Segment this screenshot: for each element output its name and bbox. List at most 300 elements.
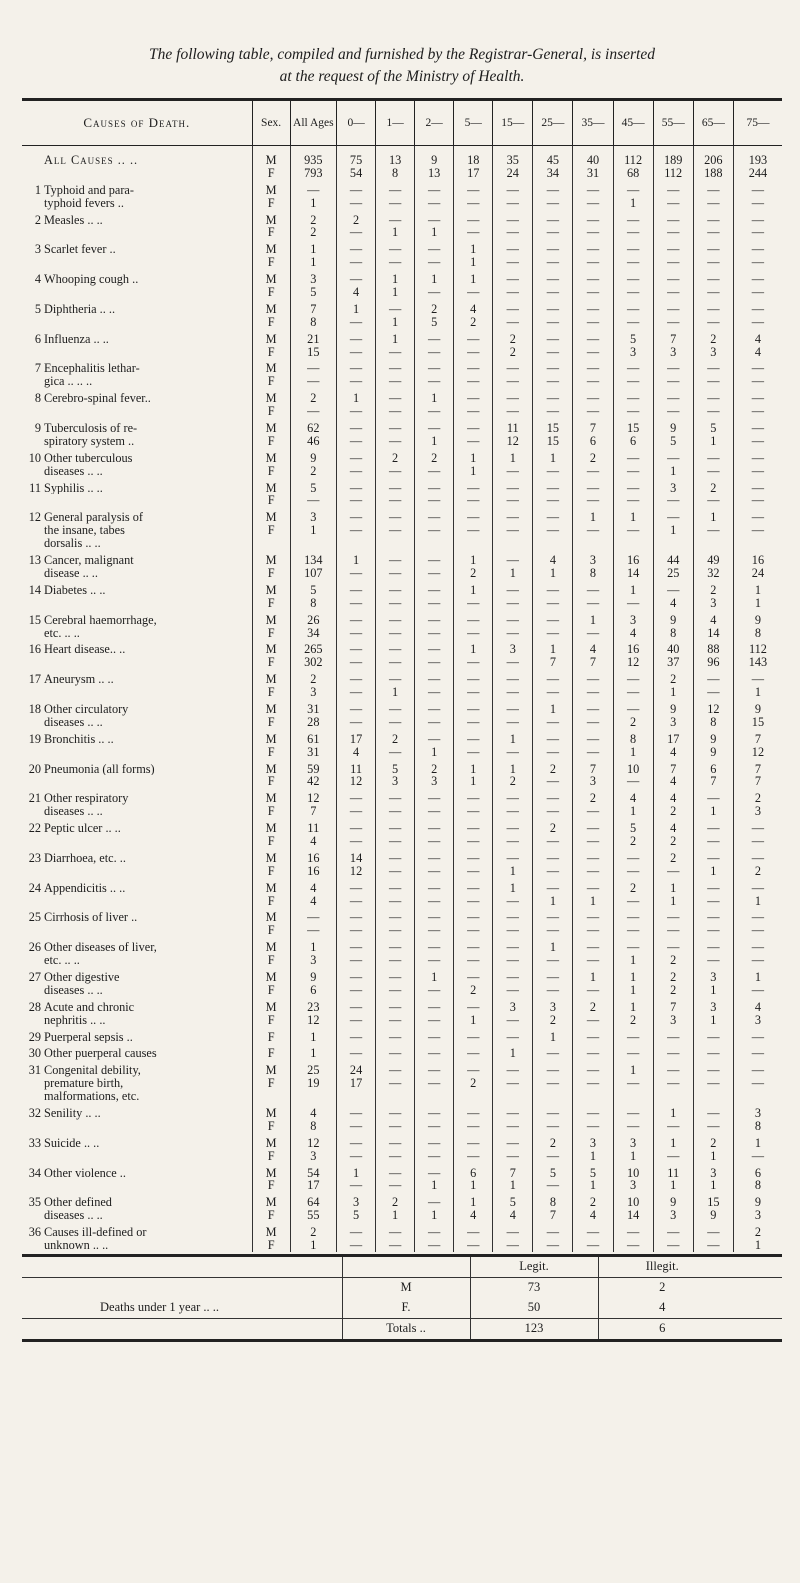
count-cell: 265 302 (290, 639, 336, 669)
count-cell: 1 1 (376, 269, 415, 299)
sex-cell: M F (252, 907, 290, 937)
cause-label: disease .. .. (44, 566, 98, 580)
count-cell: 7 1 (493, 1163, 533, 1193)
count-cell: 1 — (337, 388, 376, 418)
count-cell: — — (613, 907, 653, 937)
count-cell: 13 8 (376, 146, 415, 180)
infant-sex-f: F. (342, 1298, 470, 1319)
sex-cell: M F (252, 180, 290, 210)
count-cell: — — (533, 610, 573, 640)
count-cell: 1 — (573, 967, 613, 997)
sex-cell: M F (252, 848, 290, 878)
count-cell: — — (337, 967, 376, 997)
cause-name (22, 729, 252, 759)
count-cell: — — (376, 358, 415, 388)
count-cell: 1 — (693, 507, 733, 550)
count-cell: — (613, 1043, 653, 1060)
cause-label: diseases .. .. (44, 464, 103, 478)
count-cell: 7 3 (653, 997, 693, 1027)
cause-label: Suicide .. .. (44, 1136, 100, 1150)
count-cell: 54 17 (290, 1163, 336, 1193)
count-cell: — — (415, 907, 454, 937)
count-cell: 1 — (337, 1163, 376, 1193)
count-cell: 3 1 (693, 997, 733, 1027)
cause-number: 19 (28, 732, 41, 746)
count-cell: — — (733, 180, 782, 210)
count-cell: — — (573, 358, 613, 388)
count-cell: — — (493, 388, 533, 418)
table-row (22, 180, 782, 210)
count-cell: — 2 (454, 1060, 493, 1103)
count-cell: — — (693, 1060, 733, 1103)
count-cell: — — (415, 580, 454, 610)
count-cell: 3 4 (613, 610, 653, 640)
cause-label: All Causes .. .. (44, 154, 139, 167)
count-cell: 45 34 (533, 146, 573, 180)
count-cell: — — (693, 818, 733, 848)
cause-label: gica .. .. .. (44, 375, 93, 389)
count-cell: — 1 (613, 180, 653, 210)
count-cell: — — (493, 610, 533, 640)
count-cell: — — (337, 937, 376, 967)
sex-cell: F (252, 1027, 290, 1044)
count-cell: — — (376, 550, 415, 580)
cause-label: Scarlet fever .. (44, 243, 116, 257)
cause-number: 14 (28, 583, 41, 597)
table-row (22, 507, 782, 550)
count-cell: — (376, 1043, 415, 1060)
count-cell: — 1 (493, 848, 533, 878)
count-cell: — — (653, 907, 693, 937)
sex-cell: M F (252, 788, 290, 818)
count-cell: 1 — (533, 699, 573, 729)
count-cell: 2 3 (693, 580, 733, 610)
count-cell: — — (733, 448, 782, 478)
count-cell: — — (376, 1163, 415, 1193)
count-cell: 16 14 (613, 550, 653, 580)
count-cell: — — (493, 1103, 533, 1133)
cause-number: 18 (28, 702, 41, 716)
table-row (22, 358, 782, 388)
count-cell: 6 8 (733, 1163, 782, 1193)
count-cell: — — (573, 478, 613, 508)
count-cell: — (337, 1027, 376, 1044)
cause-label: spiratory system .. (44, 434, 135, 448)
cause-label: malformations, etc. (44, 1090, 140, 1103)
header-age-10: 45— (613, 100, 653, 146)
count-cell: 2 — (573, 788, 613, 818)
count-cell: — — (337, 907, 376, 937)
table-row (22, 759, 782, 789)
sex-cell: M F (252, 146, 290, 180)
count-cell: — — (454, 848, 493, 878)
count-cell: 7 3 (573, 759, 613, 789)
count-cell: 2 3 (693, 329, 733, 359)
count-cell: — 1 (733, 878, 782, 908)
count-cell: — — (653, 1222, 693, 1252)
cause-name (22, 388, 252, 418)
count-cell: 2 3 (733, 788, 782, 818)
cause-number: 31 (28, 1064, 41, 1078)
cause-label: Influenza .. .. (44, 332, 109, 346)
count-cell: — — (337, 358, 376, 388)
count-cell: 2 — (337, 210, 376, 240)
cause-name (22, 967, 252, 997)
count-cell: — — (415, 699, 454, 729)
cause-label: Aneurysm .. .. (44, 673, 114, 687)
count-cell: 9 9 (693, 729, 733, 759)
count-cell: — — (573, 937, 613, 967)
count-cell: — — (376, 180, 415, 210)
legit-header: Legit. (470, 1255, 598, 1277)
count-cell: 12 8 (693, 699, 733, 729)
count-cell: — — (493, 818, 533, 848)
count-cell: 26 34 (290, 610, 336, 640)
count-cell: — — (376, 610, 415, 640)
count-cell: 3 8 (733, 1103, 782, 1133)
count-cell: 1 — (337, 550, 376, 580)
cause-label: Acute and chronic (44, 1000, 135, 1014)
count-cell: — 1 (415, 1163, 454, 1193)
table-row (22, 848, 782, 878)
count-cell: 16 24 (733, 550, 782, 580)
count-cell: — — (337, 329, 376, 359)
count-cell: — — (493, 1060, 533, 1103)
count-cell: 6 1 (454, 1163, 493, 1193)
count-cell: 9 3 (653, 699, 693, 729)
count-cell: — — (493, 580, 533, 610)
count-cell: 4 8 (290, 1103, 336, 1133)
count-cell: — — (573, 907, 613, 937)
cause-label: Other tuberculous (44, 451, 133, 465)
count-cell: — — (533, 907, 573, 937)
count-cell: — — (573, 388, 613, 418)
count-cell: — — (415, 507, 454, 550)
count-cell: — — (733, 907, 782, 937)
count-cell: — — (376, 239, 415, 269)
count-cell: — 1 (376, 299, 415, 329)
table-row (22, 669, 782, 699)
count-cell: — — (337, 580, 376, 610)
count-cell: — (573, 1027, 613, 1044)
count-cell: — — (733, 418, 782, 448)
count-cell: — 1 (493, 550, 533, 580)
sex-cell: M F (252, 997, 290, 1027)
count-cell: 49 32 (693, 550, 733, 580)
infant-legit-f: 50 (470, 1298, 598, 1319)
count-cell: 9 15 (733, 699, 782, 729)
cause-name (22, 759, 252, 789)
sex-cell: M F (252, 507, 290, 550)
count-cell: — — (493, 358, 533, 388)
table-row (22, 418, 782, 448)
count-cell: — — (454, 937, 493, 967)
count-cell: — 1 (376, 669, 415, 699)
count-cell: — — (415, 639, 454, 669)
header-age-6: 5— (454, 100, 493, 146)
cause-number: 21 (28, 792, 41, 806)
cause-number: 4 (34, 273, 41, 287)
count-cell: — — (415, 180, 454, 210)
count-cell: — — (376, 1103, 415, 1133)
cause-number: 8 (34, 392, 41, 406)
count-cell: — — (415, 1222, 454, 1252)
count-cell: — — (415, 610, 454, 640)
count-cell: — 2 (454, 967, 493, 997)
count-cell: — — (337, 478, 376, 508)
count-cell: 1 — (454, 580, 493, 610)
cause-label: Appendicitis .. .. (44, 881, 126, 895)
count-cell: — — (533, 269, 573, 299)
count-cell: 7 8 (290, 299, 336, 329)
count-cell: — — (693, 239, 733, 269)
cause-name (22, 1163, 252, 1193)
cause-label: Cerebral haemorrhage, (44, 613, 157, 627)
cause-label: Senility .. .. (44, 1107, 101, 1120)
count-cell: — — (415, 358, 454, 388)
header-age-11: 55— (653, 100, 693, 146)
count-cell: — 1 (693, 848, 733, 878)
count-cell: 2 — (290, 388, 336, 418)
count-cell: 1 — (493, 448, 533, 478)
count-cell: — — (337, 639, 376, 669)
table-row (22, 729, 782, 759)
count-cell: 8 1 (613, 729, 653, 759)
header-age-12: 65— (693, 100, 733, 146)
cause-name (22, 610, 252, 640)
cause-name (22, 269, 252, 299)
count-cell: — — (573, 299, 613, 329)
count-cell: — — (376, 878, 415, 908)
cause-label: Other circulatory (44, 702, 129, 716)
count-cell: — — (573, 1222, 613, 1252)
sex-cell: M F (252, 358, 290, 388)
count-cell: — — (533, 239, 573, 269)
count-cell: 7 12 (733, 729, 782, 759)
count-cell: 2 — (613, 878, 653, 908)
cause-label: Other violence .. (44, 1166, 126, 1180)
count-cell: 4 2 (454, 299, 493, 329)
cause-label: diseases .. .. (44, 983, 103, 997)
count-cell: — — (337, 818, 376, 848)
count-cell: 1 — (573, 507, 613, 550)
count-cell: 3 1 (693, 1163, 733, 1193)
count-cell: 4 1 (613, 788, 653, 818)
count-cell: — (653, 1027, 693, 1044)
count-cell: 935 793 (290, 146, 336, 180)
table-row (22, 907, 782, 937)
count-cell: — — (493, 180, 533, 210)
count-cell: 15 15 (533, 418, 573, 448)
table-row (22, 448, 782, 478)
count-cell: 2 — (693, 478, 733, 508)
count-cell: — — (493, 967, 533, 997)
count-cell: — (376, 1027, 415, 1044)
count-cell: 2 — (573, 448, 613, 478)
count-cell: 2 — (533, 818, 573, 848)
causes-of-death-table (22, 98, 782, 1252)
cause-name (22, 669, 252, 699)
cause-name (22, 1222, 252, 1252)
count-cell: 21 15 (290, 329, 336, 359)
count-cell: — — (337, 239, 376, 269)
count-cell: 3 5 (337, 1192, 376, 1222)
cause-label: unknown .. .. (44, 1239, 109, 1252)
count-cell: 5 — (290, 478, 336, 508)
count-cell: — — (493, 937, 533, 967)
cause-label: Encephalitis lethar- (44, 362, 140, 376)
cause-number: 6 (34, 332, 41, 346)
count-cell: 1 7 (533, 639, 573, 669)
count-cell: — — (415, 937, 454, 967)
cause-label: Other puerperal causes (44, 1047, 157, 1061)
cause-name (22, 699, 252, 729)
count-cell: — 1 (454, 997, 493, 1027)
count-cell: 2 1 (733, 1222, 782, 1252)
count-cell: — — (454, 669, 493, 699)
count-cell: — (693, 1043, 733, 1060)
count-cell: 1 — (415, 388, 454, 418)
count-cell: 7 6 (573, 418, 613, 448)
count-cell: — — (376, 907, 415, 937)
count-cell: 9 13 (415, 146, 454, 180)
count-cell: 3 — (493, 997, 533, 1027)
count-cell: — 1 (415, 210, 454, 240)
count-cell: — — (454, 210, 493, 240)
count-cell: — 1 (613, 937, 653, 967)
count-cell: — — (454, 610, 493, 640)
count-cell: — — (613, 358, 653, 388)
cause-label: Other digestive (44, 970, 120, 984)
table-row (22, 610, 782, 640)
count-cell: 5 1 (573, 1163, 613, 1193)
count-cell: 40 37 (653, 639, 693, 669)
count-cell: 1 — (733, 967, 782, 997)
illegit-header: Illegit. (598, 1255, 726, 1277)
cause-label: Measles .. .. (44, 213, 103, 227)
cause-label: Whooping cough .. (44, 273, 139, 287)
count-cell: — — (376, 1222, 415, 1252)
count-cell: 1 — (454, 639, 493, 669)
sex-cell: M F (252, 937, 290, 967)
count-cell: — — (533, 478, 573, 508)
count-cell: 2 — (376, 448, 415, 478)
count-cell: 9 3 (653, 1192, 693, 1222)
count-cell: — — (290, 358, 336, 388)
count-cell: — — (376, 418, 415, 448)
count-cell: — — (573, 1103, 613, 1133)
count-cell: — — (337, 1133, 376, 1163)
cause-number: 1 (34, 183, 41, 197)
count-cell: — — (733, 299, 782, 329)
count-cell: — — (337, 448, 376, 478)
count-cell: 2 1 (653, 669, 693, 699)
count-cell: — — (733, 210, 782, 240)
count-cell: 6 7 (693, 759, 733, 789)
count-cell: 4 2 (653, 818, 693, 848)
count-cell: — (415, 1027, 454, 1044)
count-cell: 1 1 (653, 878, 693, 908)
infant-illegit-f: 4 (598, 1298, 726, 1319)
count-cell: 2 — (376, 729, 415, 759)
count-cell: — — (415, 878, 454, 908)
count-cell: — — (613, 1222, 653, 1252)
intro-text (22, 44, 782, 88)
count-cell: 1 4 (454, 1192, 493, 1222)
table-body (22, 146, 782, 1252)
count-cell: — — (693, 1103, 733, 1133)
sex-cell: M F (252, 1060, 290, 1103)
count-cell: — — (573, 580, 613, 610)
count-cell: — — (454, 729, 493, 759)
table-row (22, 1103, 782, 1133)
cause-name (22, 907, 252, 937)
cause-number: 5 (34, 302, 41, 316)
count-cell: — — (693, 180, 733, 210)
count-cell: 7 3 (653, 329, 693, 359)
cause-label: the insane, tabes (44, 524, 125, 538)
count-cell: — — (454, 699, 493, 729)
table-row (22, 329, 782, 359)
count-cell: — — (533, 729, 573, 759)
count-cell: — — (533, 329, 573, 359)
count-cell: — — (613, 1103, 653, 1133)
count-cell: 16 12 (613, 639, 653, 669)
cause-name (22, 997, 252, 1027)
cause-number: 7 (34, 362, 41, 376)
header-sex: Sex. (252, 100, 290, 146)
count-cell: 9 8 (653, 610, 693, 640)
cause-name (22, 878, 252, 908)
cause-number: 32 (28, 1107, 41, 1120)
cause-name (22, 299, 252, 329)
infant-totals-illegit: 6 (598, 1318, 726, 1340)
count-cell: 9 2 (290, 448, 336, 478)
count-cell: — — (533, 788, 573, 818)
sex-cell: M F (252, 239, 290, 269)
count-cell: — — (493, 299, 533, 329)
count-cell: 1 (290, 1027, 336, 1044)
infant-sex-m: M (342, 1277, 470, 1298)
count-cell: 193 244 (733, 146, 782, 180)
count-cell: 1 (533, 1027, 573, 1044)
count-cell: 40 31 (573, 146, 613, 180)
count-cell: 31 28 (290, 699, 336, 729)
cause-number: 29 (28, 1030, 41, 1044)
cause-name (22, 146, 252, 180)
count-cell: 2 3 (290, 669, 336, 699)
cause-name (22, 639, 252, 669)
cause-label: dorsalis .. .. (44, 537, 101, 551)
count-cell: — 4 (337, 269, 376, 299)
count-cell: — — (613, 448, 653, 478)
count-cell: — 2 (653, 937, 693, 967)
count-cell: — 1 (733, 669, 782, 699)
sex-cell: M F (252, 1163, 290, 1193)
cause-label: Cancer, malignant (44, 554, 134, 567)
count-cell: — 4 (653, 580, 693, 610)
count-cell: — — (493, 507, 533, 550)
sex-cell: M F (252, 269, 290, 299)
count-cell: 10 — (613, 759, 653, 789)
count-cell: 1 1 (454, 759, 493, 789)
header-causes: Causes of Death. (22, 100, 252, 146)
count-cell: — — (573, 1060, 613, 1103)
count-cell: 25 19 (290, 1060, 336, 1103)
count-cell: 3 1 (573, 1133, 613, 1163)
cause-name (22, 239, 252, 269)
count-cell: — — (693, 299, 733, 329)
